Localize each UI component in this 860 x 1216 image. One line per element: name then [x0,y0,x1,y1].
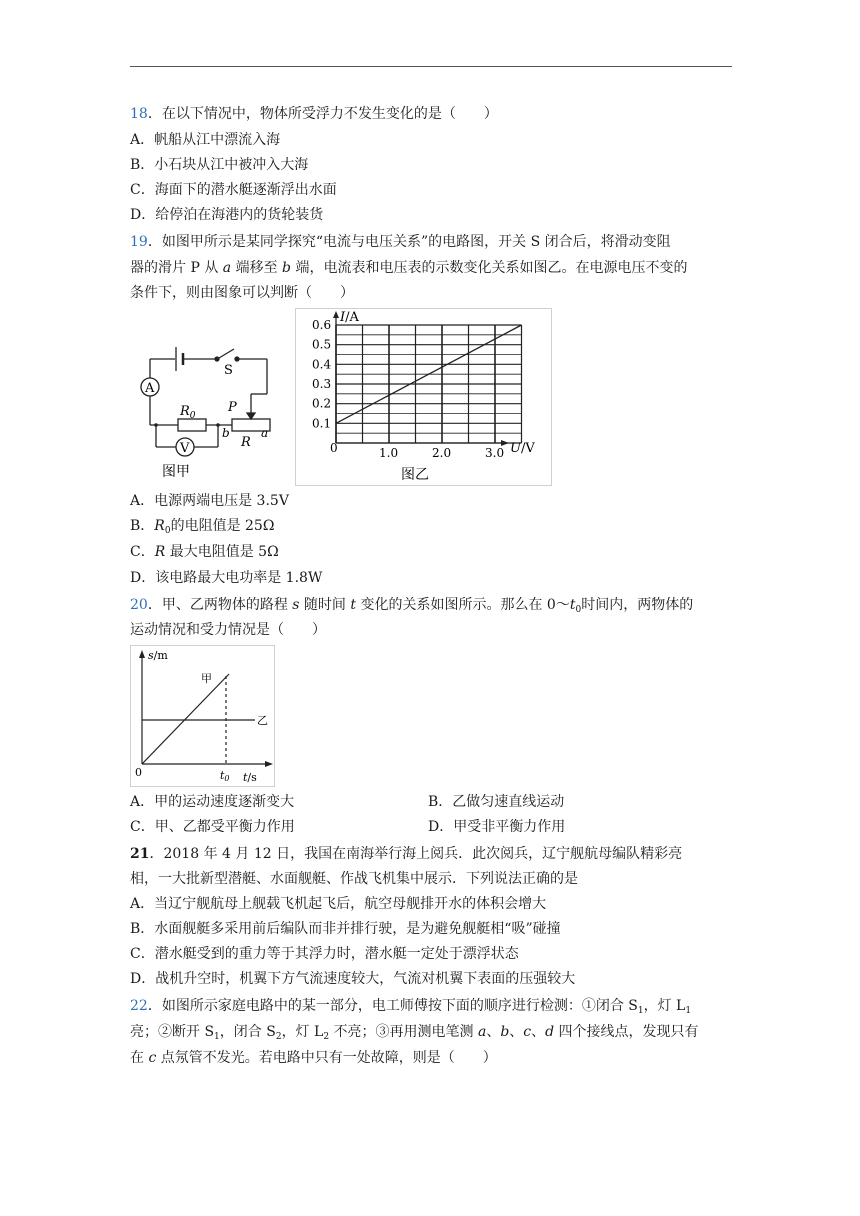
q18-option-c: C．海面下的潜水艇逐渐浮出水面 [130,182,337,198]
iu-graph [296,309,551,485]
graph-ticks [312,318,504,460]
switch-contact [235,357,239,361]
rheostat-label: R [241,435,251,450]
q19-stem-line1 [130,233,671,251]
q19-option-d: D．该电路最大电功率是 1.8W [130,570,323,586]
q21-stem-line1: 21．2018 年 4 月 12 日，我国在南海举行海上阅兵．此次阅兵，辽宁舰航母编队精彩亮 [130,846,683,862]
q20-option-a: A．甲的运动速度逐渐变大 [130,794,295,810]
st-t0-label: t0 [220,769,230,783]
y-tick-label: 0.4 [312,357,332,372]
q19-option-c: C．R 最大电阻值是 5Ω [130,544,279,560]
x-tick-label: 2.0 [432,446,452,460]
y-axis-arrow [333,311,339,318]
q18-number: 18 [130,106,148,122]
switch-blade [219,349,234,358]
q22-stem-line1: 22．如图所示家庭电路中的某一部分，电工师傅按下面的顺序进行检测：①闭合 $S_1$，灯 $L_1$ [130,998,692,1016]
st-origin: 0 [135,766,142,779]
q19-figure-yi [295,308,552,486]
q22-stem-line3: 在 c 点氖管不发光。若电路中只有一处故障，则是（ ） [130,1050,497,1066]
ammeter-label: A [145,381,155,396]
rheostat-end-b: b [222,426,230,440]
st-line-jia [142,674,229,764]
q21-stem-line2: 相，一大批新型潜艇、水面舰艇、作战飞机集中展示．下列说法正确的是 [130,871,578,887]
graph-grid [333,311,522,446]
y-tick-label: 0.5 [312,337,332,352]
origin-label: 0 [330,441,338,455]
st-x-label: t/s [243,771,257,784]
q22-stem-line2: 亮；②断开 $S_1$，闭合 $S_2$，灯 $L_2$ 不亮；③再用测电笔测 a、b、c、d 四个接线点，发现只有 [130,1024,699,1042]
q18-stem-text: ．在以下情况中，物体所受浮力不发生变化的是（ ） [147,106,498,122]
switch-pivot [215,357,219,361]
q19-number: 19 [130,234,148,250]
st-label-jia: 甲 [201,672,212,685]
voltmeter-label: V [180,441,190,456]
q21-option-d: D．战机升空时，机翼下方气流速度较大，气流对机翼下表面的压强较大 [130,971,576,987]
fig-yi-caption: 图乙 [401,467,429,483]
q19-var-b: b [282,260,292,276]
x-axis-label: U/V [510,441,535,456]
q20-stem-line1: 20．甲、乙两物体的路程 s 随时间 t 变化的关系如图所示。那么在 $0\sim t_0$时间内，两物体的 [130,597,694,615]
junction-dot [216,423,220,427]
q19-line2-a: 器的滑片 P 从 [130,260,223,276]
y-tick-label: 0.6 [312,318,332,332]
fig-jia-caption: 图甲 [162,464,190,480]
q18-option-a: A．帆船从江中漂流入海 [130,132,281,148]
q22-number: 22 [130,998,148,1014]
q19-line2-b: 端移至 [231,260,283,276]
q21-option-b: B．水面舰艇多采用前后编队而非并排行驶，是为避免舰艇相“吸”碰撞 [130,921,561,937]
r0-label: $R_0$ [180,404,196,421]
q19-option-b: B．$R_0$的电阻值是 25Ω [130,518,275,536]
rheostat-end-a: a [261,426,269,440]
q20-option-b: B．乙做匀速直线运动 [428,794,565,810]
st-y-label: s/m [148,649,168,662]
q19-figure-jia [130,309,295,485]
circuit-diagram [130,309,295,485]
slider-arrow [247,413,255,419]
q19-line1-text: ．如图甲所示是某同学探究“电流与电压关系”的电路图，开关 S 闭合后，将滑动变阻 [147,234,671,250]
q19-stem-line2 [130,259,687,277]
q18-option-d: D．给停泊在海港内的货轮装货 [130,207,324,223]
y-tick-label: 0.1 [312,416,332,431]
q20-option-c: C．甲、乙都受平衡力作用 [130,819,295,835]
st-y-arrow [139,650,145,658]
q21-option-c: C．潜水艇受到的重力等于其浮力时，潜水艇一定处于漂浮状态 [130,946,519,962]
q21-option-a: A．当辽宁舰航母上舰载飞机起飞后，航空母舰排开水的体积会增大 [130,896,547,912]
switch-label: S [224,363,233,378]
y-axis-label: I/A [340,310,359,325]
q20-number: 20 [130,597,148,613]
q19-line2-c: 端，电流表和电压表的示数变化关系如图乙。在电源电压不变的 [291,260,688,276]
y-tick-label: 0.2 [312,396,332,411]
st-x-arrow [265,761,273,767]
st-graph [131,646,274,786]
q20-figure [130,645,275,787]
x-tick-label: 1.0 [379,446,399,460]
x-tick-label: 3.0 [485,446,505,460]
q18-option-b: B．小石块从江中被冲入大海 [130,157,309,173]
junction-dot [154,423,158,427]
q20-stem-line2: 运动情况和受力情况是（ ） [130,622,326,638]
q19-stem-line3: 条件下，则由图象可以判断（ ） [130,285,354,301]
y-tick-label: 0.3 [312,377,332,391]
header-rule [130,66,732,67]
slider-label: P [228,400,237,415]
q19-option-a: A．电源两端电压是 3.5V [130,493,289,509]
q20-option-d: D．甲受非平衡力作用 [428,819,566,835]
q18-stem [130,105,498,123]
q21-number: 21 [130,846,150,862]
q19-var-a: a [222,260,232,276]
st-label-yi: 乙 [257,714,268,727]
